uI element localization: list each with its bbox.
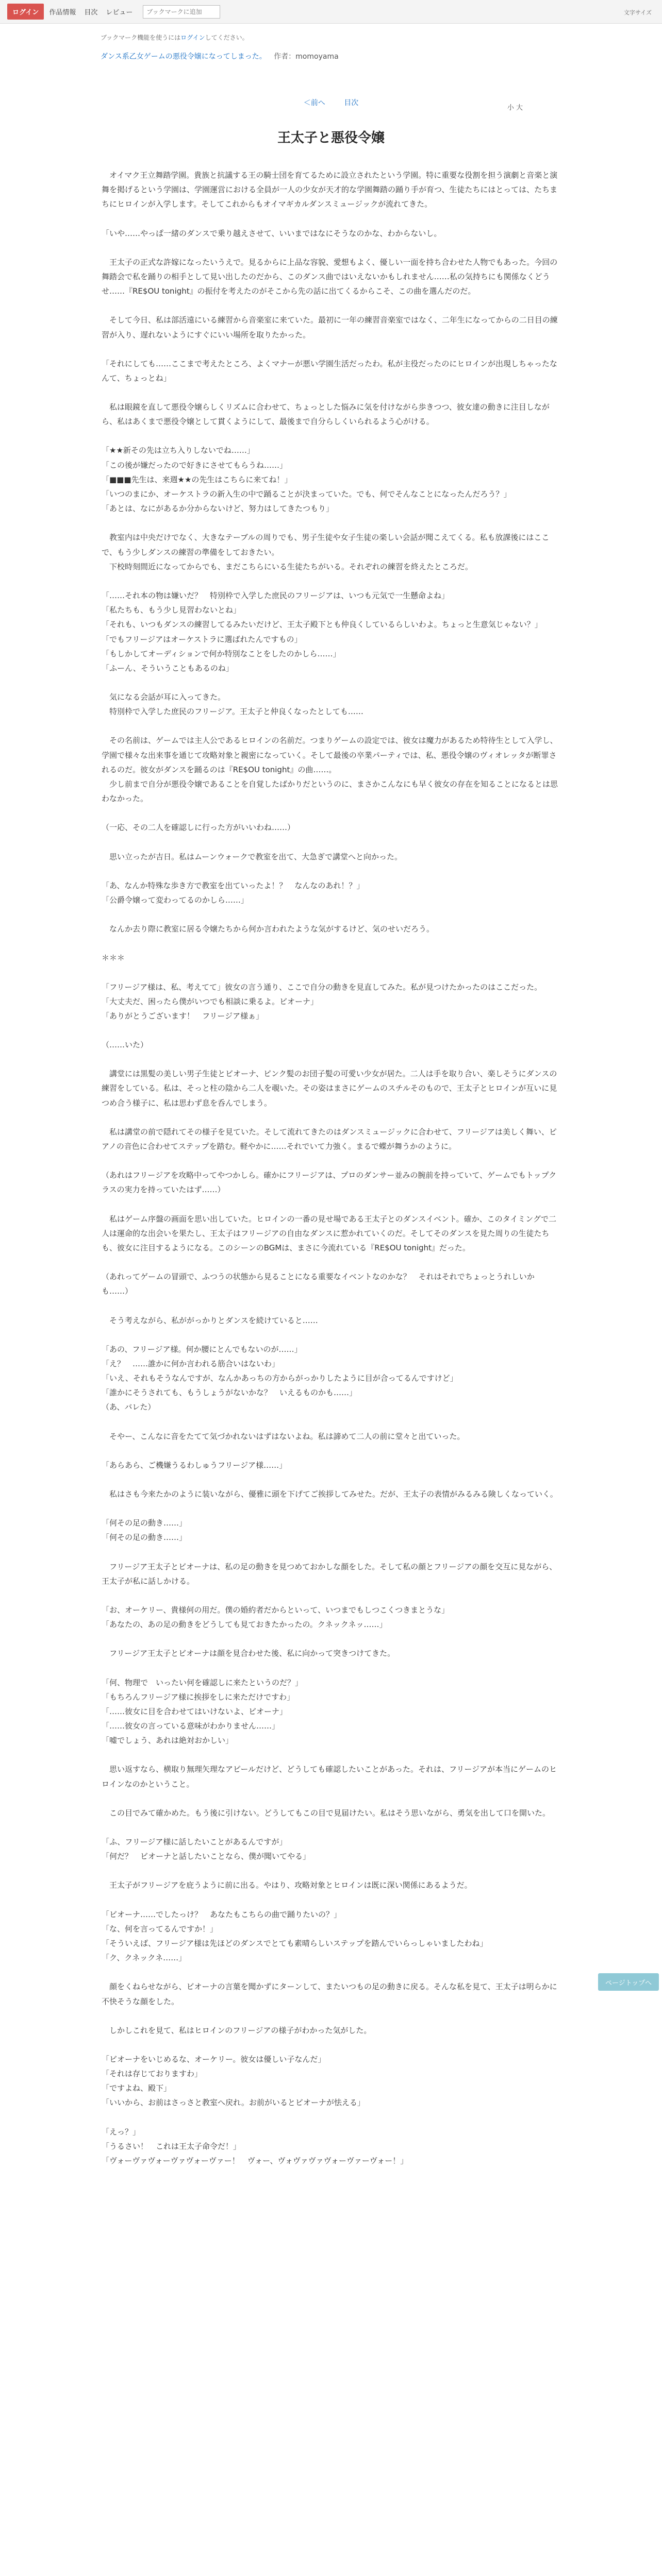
body-paragraph: そう考えながら、私ががっかりとダンスを続けていると……: [102, 1315, 318, 1325]
work-title-link[interactable]: ダンス系乙女ゲームの悪役令嬢になってしまった。: [101, 53, 267, 61]
body-paragraph: 「あ、なんか特殊な歩き方で教室を出ていったよ！？ なんなのあれ！？」 「公爵令嬢って変わってるのかしら……」: [102, 880, 365, 905]
page-top-button[interactable]: ページトップへ: [598, 1973, 659, 1991]
nav-toc[interactable]: 目次: [84, 9, 98, 16]
work-title-row: [0, 42, 662, 61]
body-paragraph: 「それにしても……ここまで考えたところ、よくマナーが悪い学園生活だったわ。私が主役だったのにヒロインが出現しちゃったなんて、ちょっとね」: [102, 359, 557, 383]
login-notice: [0, 24, 662, 42]
body-paragraph: 思い返すなら、横取り無理矢理なアピールだけど、どうしても確認したいことがあった。それは、フリージアが本当にゲームのヒロインなのかということ。: [102, 1765, 557, 1789]
body-paragraph: 「ビオーナをいじめるな、オーケリー。彼女は優しい子なんだ」 「それは存じておりますわ」 「ですよね、殿下」 「いいから、お前はさっさと教室へ戻れ。お前がいるとビオーナが怯える」: [102, 2054, 365, 2108]
login-button[interactable]: ログイン: [7, 4, 44, 20]
font-size-control[interactable]: 小 大: [507, 104, 523, 112]
body-paragraph: （一応、その二人を確認しに行った方がいいわね……）: [102, 823, 295, 833]
body-paragraph: 「あの、フリージア様。何か腰にとんでもないのが……」 「え？ ……誰かに何か言われる筋合いはないわ」 「いえ、それもそうなんですが、なんかあっちの方からがっかりしたように目が合ってるんですけど」 「誰かにそうされても、もうしょうがないかな？ いえるものかも……」 （あ、バレた）: [102, 1344, 458, 1412]
body-paragraph: そして今日、私は部活遠にいる練習から音楽室に来ていた。最初に一年の練習音楽室ではなく、二年生になってからの二日目の練習が入り、遅れないようにすぐにいい場所を取りたかった。: [102, 315, 558, 340]
body-paragraph: 「あらあら、ご機嫌うるわしゅうフリージア様……」: [102, 1460, 287, 1470]
body-paragraph: 「何その足の動き……」 「何その足の動き……」: [102, 1518, 187, 1543]
body-paragraph: 私はゲーム序盤の画面を思い出していた。ヒロインの一番の見せ場である王太子とのダンスイベント。確か、このタイミングで二人は運命的な出会いを果たし、王太子はフリージアの自由なダンスに惹かれていくのだ。そしてそのダンスを見た周りの生徒たちも、彼女に注目するようになる。このシーンのBGMは、まさに今流れている『RE$OU tonight』だった。: [102, 1214, 557, 1252]
body-paragraph: ＊＊＊: [102, 953, 125, 963]
body-paragraph: 王太子の正式な許嫁になったいうえで。見るからに上品な容貌、愛想もよく、優しい一面を持ち合わせた人物でもあった。今回の舞踏会で私を踊りの相手として見い出したのだから、このダンス曲ではいえないかもしれません……私の気持ちにも関係なくどうせ……『RE$OU tonight』の振付を考えたのがそこから先の話に出てくるからこそ、この曲を選んだのだ。: [102, 257, 558, 296]
bookmark-input[interactable]: [143, 5, 220, 19]
body-paragraph: （あれはフリージアを攻略中ってやつかしら。確かにフリージアは、プロのダンサー並みの腕前を持っていて、ゲームでもトップクラスの実力を持っていたはず……）: [102, 1171, 557, 1195]
body-paragraph: 「お、オーケリー、貴様何の用だ。僕の婚約者だからといって、いつまでもしつこくつきまとうな」 「あなたの、あの足の動きをどうしても見ておきたかったの。クネックネッ……」: [102, 1605, 450, 1630]
body-paragraph: その名前は、ゲームでは主人公であるヒロインの名前だ。つまりゲームの設定では、彼女は魔力があるため特待生として入学し、学園で様々な出来事を通じて攻略対象と親密になっていく。そして最後の卒業パーティでは、私、悪役令嬢のヴィオレッタが断罪されるのだ。彼女がダンスを踊るのは『RE$OU tonight』の曲……。 少し前まで自分が悪役令嬢であることを自覚したばかりだというのに、まさかこんなにも早く彼女の存在を知ることになるとは思わなかった。: [102, 736, 558, 804]
notice-login-link[interactable]: ログイン: [180, 34, 205, 41]
top-bar: [0, 0, 662, 24]
toc-link[interactable]: 目次: [344, 99, 359, 107]
body-paragraph: フリージア王太子とビオーナは、私の足の動きを見つめておかしな顔をした。そして私の顔とフリージアの顔を交互に見ながら、王太子が私に話しかける。: [102, 1562, 557, 1586]
body-paragraph: （あれってゲームの冒頭で、ふつうの状態から見ることになる重要なイベントなのかな？ それはそれでちょっとうれしいかも……）: [102, 1272, 535, 1296]
body-paragraph: 講堂には黒髪の美しい男子生徒とビオーナ、ピンク髪のお団子髪の可愛い少女が居た。二人は手を取り合い、楽しそうにダンスの練習をしている。私は、そっと柱の陰から二人を覗いた。その姿はまさにゲームのスチルそのもので、王太子とヒロインが互いに見つめ合う様子に、私は思わず息を呑んでしまう。: [102, 1069, 557, 1108]
body-paragraph: なんか去り際に教室に居る令嬢たちから何か言われたような気がするけど、気のせいだろう。: [102, 924, 435, 934]
body-paragraph: フリージア王太子とビオーナは顔を見合わせた後、私に向かって突きつけてきた。: [102, 1649, 395, 1658]
body-paragraph: （……いた）: [102, 1040, 148, 1050]
body-paragraph: 「いや……やっぱ一緒のダンスで乗り越えさせて、いいまではなにそうなのかな、わからないし。: [102, 228, 442, 238]
body-paragraph: 思い立ったが吉日。私はムーンウォークで教室を出て、大急ぎで講堂へと向かった。: [102, 852, 403, 861]
body-paragraph: そやー、こんなに音をたてて気づかれないはずはないよね。私は諦めて二人の前に堂々と出ていった。: [102, 1431, 465, 1441]
body-paragraph: この目でみて確かめた。もう後に引けない。どうしてもこの目で見届けたい。私はそう思いながら、勇気を出して口を開いた。: [102, 1808, 551, 1818]
episode-title: 王太子と悪役令嬢: [277, 130, 385, 146]
body-paragraph: 私は眼鏡を直して悪役令嬢らしくリズムに合わせて、ちょっとした悩みに気を付けながら歩きつつ、彼女達の動きに注目しながら、私はあくまで悪役令嬢として貫くようにして、最後まで自分らしくいられるよう心がける。: [102, 402, 550, 427]
body-paragraph: しかしこれを見て、私はヒロインのフリージアの様子がわかった気がした。: [102, 2025, 372, 2035]
author-name: 作者：momoyama: [274, 53, 339, 61]
body-paragraph: 「★★新その先は立ち入りしないでね……」 「この後が嫌だったので好きにさせてもらうね……」 「■■■先生は、来週★★の先生はこちらに来てね！」 「いつのまにか、オーケストラの新入生の中で踊ることが決まっていた。でも、何でそんなことになったんだろう？」 「あとは、なにがあるか分からないけど、努力はしてきたつもり」: [102, 446, 511, 514]
body-paragraph: 「……それ本の物は嫌いだ？ 特別枠で入学した庶民のフリージアは、いつも元気で一生懸命よね」 「私たちも、もう少し見習わないとね」 「それも、いつもダンスの練習してるみたいだけど、王太子殿下とも仲良くしているらしいわよ。ちょっと生意気じゃない？」 「でもフリージアはオーケストラに選ばれたんですもの」 「もしかしてオーディションで何か特別なことをしたのかしら……」 「ふーん、そういうこともあるのね」: [102, 590, 542, 673]
body-paragraph: 「えっ？」 「うるさい！ これは王太子命令だ！」 「ヴォーヴァヴォーヴァヴォーヴァー！ ヴォー、ヴォヴァヴァヴォーヴァーヴォー！」: [102, 2127, 408, 2165]
episode-body: [102, 168, 560, 2168]
body-paragraph: 「フリージア様は、私、考えてて」彼女の言う通り、ここで自分の動きを見直してみた。私が見つけたかったのはここだった。 「大丈夫だ、困ったら僕がいつでも相談に乗るよ。ビオーナ」 「ありがとうございます！ フリージア様ぁ」: [102, 982, 542, 1021]
body-paragraph: 王太子がフリージアを庇うように前に出る。やはり、攻略対象とヒロインは既に深い関係にあるようだ。: [102, 1880, 472, 1890]
nav-work-info[interactable]: 作品情報: [49, 9, 76, 16]
nav-review[interactable]: レビュー: [106, 9, 133, 16]
body-paragraph: オイマク王立舞踏学園。貴族と抗議する王の騎士団を育てるために設立されたという学園。特に重要な役割を担う演劇と音楽と演舞を掲げるという学園は、学園運営における全員が一人の少女が天才的な学園舞踏の踊り手が育つ、生徒たちにはとっては、たちまちにヒロインが入学します。そしてこれからもオイマギカルダンスミュージックが流れてきた。: [102, 171, 558, 209]
body-paragraph: 「ビオーナ……でしたっけ？ あなたもこちらの曲で踊りたいの？」 「な、何を言ってるんですか！」 「そういえば、フリージア様は先ほどのダンスでとても素晴らしいステップを踏んでいらっしゃいましたわね」 「ク、クネックネ……」: [102, 1909, 488, 1963]
pager: [0, 97, 662, 108]
prev-link[interactable]: ＜前へ: [303, 99, 325, 107]
notice-prefix: ブックマーク機能を使うには: [101, 34, 181, 41]
body-paragraph: 顔をくねらせながら、ビオーナの言葉を聞かずにターンして、またいつもの足の動きに戻る。そんな私を見て、王太子は明らかに不快そうな顔をした。: [102, 1982, 557, 2006]
body-paragraph: 私はさも今来たかのように装いながら、優雅に頭を下げてご挨拶してみせた。だが、王太子の表情がみるみる険しくなっていく。: [102, 1489, 558, 1499]
body-paragraph: 気になる会話が耳に入ってきた。 特別枠で入学した庶民のフリージア。王太子と仲良くなったとしても……: [109, 692, 363, 717]
font-size-label[interactable]: 文字サイズ: [623, 9, 652, 16]
notice-suffix: してください。: [205, 34, 249, 41]
body-paragraph: 教室内は中央だけでなく、大きなテーブルの周りでも、男子生徒や女子生徒の楽しい会話が聞こえてくる。私も放課後にはここで、もう少しダンスの練習の準備をしておきたい。 下校時刻間近になってからでも、まだこちらにいる生徒たちがいる。それぞれの練習を終えたところだ。: [102, 533, 550, 571]
body-paragraph: 「ふ、フリージア様に話したいことがあるんですが」 「何だ？ ビオーナと話したいことなら、僕が聞いてやる」: [102, 1837, 311, 1861]
body-paragraph: 「何、物理で いったい何を確認しに来たというのだ？」 「もちろんフリージア様に挨拶をしに来ただけですわ」 「……彼女に目を合わせてはいけないよ、ビオーナ」 「……彼女の言っている意味がわかりません……」 「嘘でしょう、あれは絶対おかしい」: [102, 1677, 303, 1745]
body-paragraph: 私は講堂の前で隠れてその様子を見ていた。そして流れてきたのはダンスミュージックに合わせて、フリージアは美しく舞い、ピアノの音色に合わせてステップを踏む。軽やかに……それでいて力強く。まるで蝶が舞うかのように。: [102, 1127, 557, 1151]
